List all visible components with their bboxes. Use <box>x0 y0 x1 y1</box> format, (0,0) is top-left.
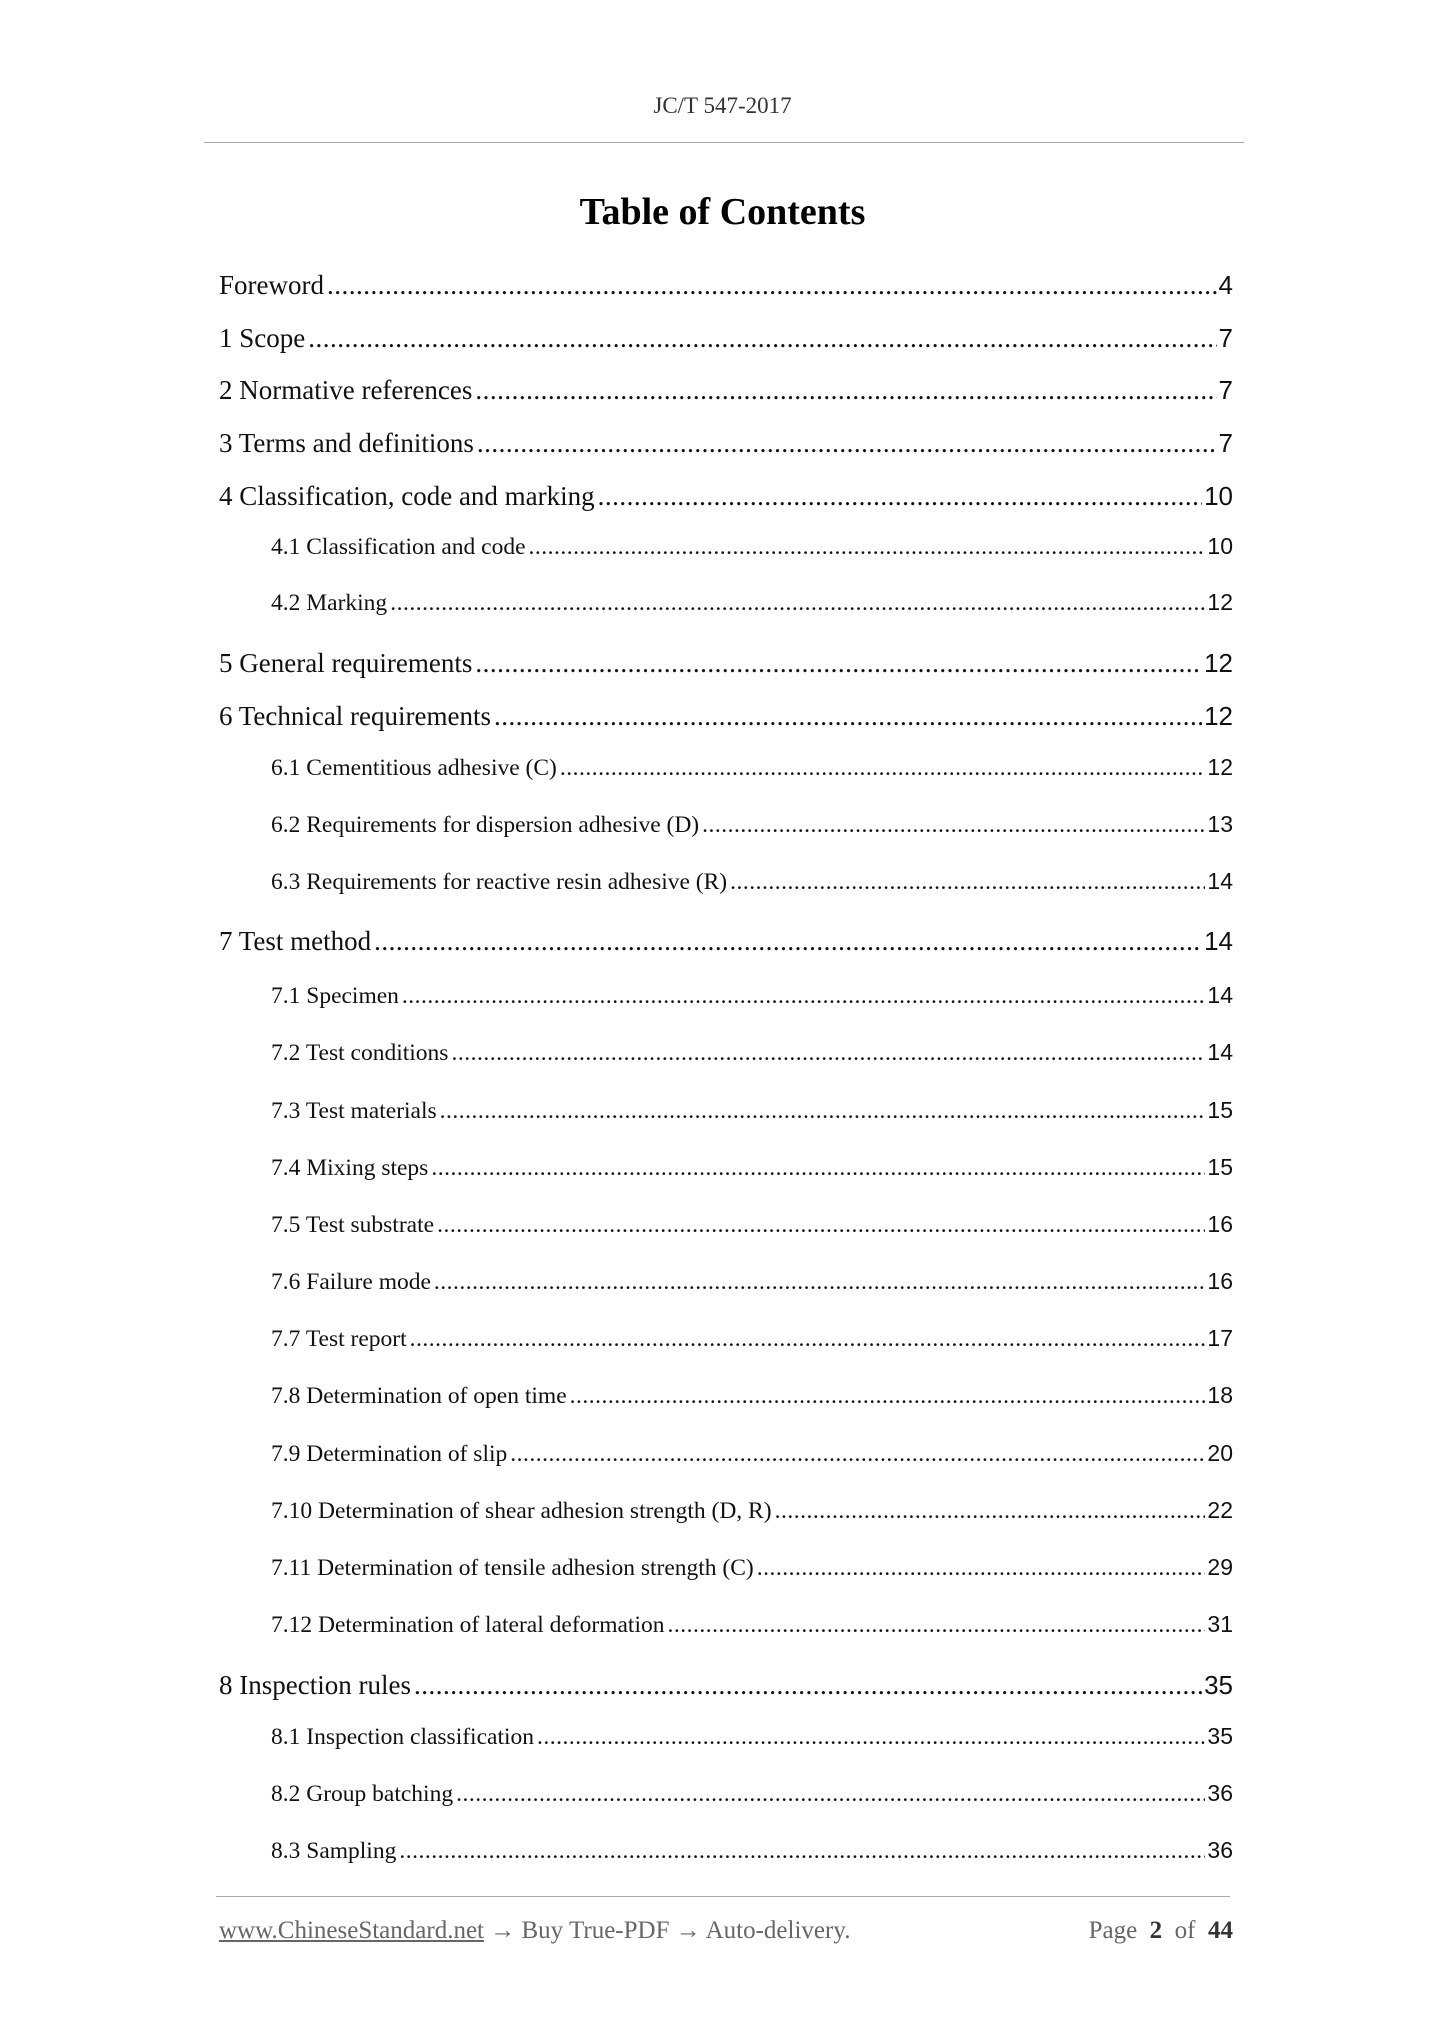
toc-entry[interactable] <box>271 1611 1233 1643</box>
toc-entry-page: 18 <box>1207 1382 1233 1408</box>
toc-entry[interactable] <box>271 1325 1233 1357</box>
toc-dot-leader <box>510 1441 1205 1468</box>
toc-dot-leader <box>390 590 1205 617</box>
toc-dot-leader <box>537 1724 1205 1751</box>
toc-dot-leader <box>475 375 1216 406</box>
toc-entry-page: 22 <box>1207 1497 1233 1523</box>
toc-dot-leader <box>414 1670 1202 1701</box>
toc-entry-title: 8.2 Group batching <box>271 1781 454 1807</box>
toc-dot-leader <box>456 1781 1205 1808</box>
toc-entry-title: 4.2 Marking <box>271 590 388 616</box>
total-page-number: 44 <box>1208 1917 1233 1944</box>
toc-entry[interactable] <box>219 270 1233 306</box>
toc-entry-title: 7 Test method <box>219 926 372 956</box>
toc-entry-title: 5 General requirements <box>219 648 473 678</box>
toc-dot-leader <box>730 869 1205 896</box>
toc-dot-leader <box>477 428 1217 459</box>
toc-dot-leader <box>702 812 1205 839</box>
toc-dot-leader <box>494 701 1202 732</box>
toc-dot-leader <box>775 1498 1206 1525</box>
toc-entry-title: 2 Normative references <box>219 375 473 405</box>
toc-entry-title: 7.7 Test report <box>271 1326 407 1352</box>
toc-entry[interactable] <box>271 811 1233 843</box>
toc-entry-page: 7 <box>1218 323 1233 353</box>
toc-dot-leader <box>431 1155 1205 1182</box>
toc-entry-page: 29 <box>1207 1554 1233 1580</box>
page-label: Page <box>1088 1917 1138 1944</box>
toc-entry-page: 16 <box>1207 1268 1233 1294</box>
toc-entry[interactable] <box>271 533 1233 565</box>
footer-divider <box>216 1896 1230 1897</box>
toc-entry[interactable] <box>271 1723 1233 1755</box>
toc-entry-title: 7.12 Determination of lateral deformation <box>271 1612 665 1638</box>
toc-dot-leader <box>434 1269 1206 1296</box>
toc-dot-leader <box>451 1040 1205 1067</box>
toc-entry[interactable] <box>219 1670 1233 1706</box>
toc-entry-page: 35 <box>1204 1670 1233 1700</box>
toc-entry-page: 10 <box>1207 533 1233 559</box>
toc-entry[interactable] <box>271 982 1233 1014</box>
toc-dot-leader <box>399 1838 1205 1865</box>
document-id-header: JC/T 547-2017 <box>653 93 792 118</box>
page-of-label: of <box>1174 1917 1196 1944</box>
toc-entry[interactable] <box>271 1268 1233 1300</box>
toc-entry[interactable] <box>271 754 1233 786</box>
toc-dot-leader <box>475 648 1202 679</box>
toc-entry-title: 7.10 Determination of shear adhesion strength (D, R) <box>271 1498 772 1524</box>
toc-entry-page: 12 <box>1204 701 1233 731</box>
toc-entry-page: 16 <box>1207 1211 1233 1237</box>
toc-entry[interactable] <box>271 1039 1233 1071</box>
toc-entry-page: 13 <box>1207 811 1233 837</box>
toc-entry-page: 10 <box>1204 481 1233 511</box>
toc-entry[interactable] <box>219 926 1233 962</box>
toc-entry-page: 7 <box>1218 428 1233 458</box>
toc-entry-page: 12 <box>1207 589 1233 615</box>
toc-entry[interactable] <box>271 1780 1233 1812</box>
toc-dot-leader <box>598 481 1202 512</box>
toc-dot-leader <box>327 270 1217 301</box>
toc-entry[interactable] <box>271 1497 1233 1529</box>
toc-dot-leader <box>529 534 1206 561</box>
toc-entry-page: 15 <box>1207 1154 1233 1180</box>
toc-entry-page: 20 <box>1207 1440 1233 1466</box>
toc-entry-page: 36 <box>1207 1837 1233 1863</box>
page-indicator <box>1089 1917 1233 1945</box>
toc-entry-page: 14 <box>1207 1039 1233 1065</box>
toc-entry-title: 7.4 Mixing steps <box>271 1155 429 1181</box>
toc-entry-title: 7.3 Test materials <box>271 1098 437 1124</box>
toc-entry[interactable] <box>271 868 1233 900</box>
toc-dot-leader <box>374 926 1202 957</box>
toc-entry[interactable] <box>219 428 1233 464</box>
toc-entry-title: 6.3 Requirements for reactive resin adhesive (R) <box>271 869 728 895</box>
toc-entry-page: 36 <box>1207 1780 1233 1806</box>
toc-entry-title: 8 Inspection rules <box>219 1670 411 1700</box>
toc-entry-title: 7.9 Determination of slip <box>271 1441 508 1467</box>
toc-entry-title: 7.2 Test conditions <box>271 1040 449 1066</box>
toc-entry[interactable] <box>271 589 1233 621</box>
toc-entry-page: 4 <box>1218 270 1233 300</box>
toc-entry-page: 31 <box>1207 1611 1233 1637</box>
footer-left <box>219 1917 850 1945</box>
toc-entry[interactable] <box>271 1554 1233 1586</box>
toc-entry-title: 7.8 Determination of open time <box>271 1383 567 1409</box>
toc-dot-leader <box>402 983 1205 1010</box>
toc-entry[interactable] <box>219 481 1233 517</box>
toc-entry[interactable] <box>271 1211 1233 1243</box>
toc-entry-title: 6.1 Cementitious adhesive (C) <box>271 755 557 781</box>
toc-dot-leader <box>308 323 1216 354</box>
toc-entry[interactable] <box>271 1440 1233 1472</box>
toc-entry[interactable] <box>219 375 1233 411</box>
toc-entry-title: 7.11 Determination of tensile adhesion strength (C) <box>271 1555 754 1581</box>
toc-entry[interactable] <box>271 1837 1233 1869</box>
toc-entry-title: 7.6 Failure mode <box>271 1269 431 1295</box>
toc-entry-title: 8.3 Sampling <box>271 1838 397 1864</box>
toc-entry-title: 7.5 Test substrate <box>271 1212 435 1238</box>
toc-entry[interactable] <box>219 323 1233 359</box>
toc-entry[interactable] <box>219 701 1233 737</box>
toc-entry-page: 14 <box>1207 868 1233 894</box>
toc-entry-title: 6.2 Requirements for dispersion adhesive (D) <box>271 812 700 838</box>
toc-entry-title: 8.1 Inspection classification <box>271 1724 534 1750</box>
footer-tagline: → Buy True-PDF → Auto-delivery. <box>484 1917 851 1944</box>
toc-dot-leader <box>437 1212 1205 1239</box>
toc-entry-title: 4.1 Classification and code <box>271 534 526 560</box>
toc-dot-leader <box>440 1098 1206 1125</box>
toc-entry-title: 4 Classification, code and marking <box>219 481 595 511</box>
toc-entry[interactable] <box>271 1097 1233 1129</box>
toc-entry[interactable] <box>219 648 1233 684</box>
toc-entry-title: 3 Terms and definitions <box>219 428 474 458</box>
toc-entry-title: 1 Scope <box>219 323 306 353</box>
toc-dot-leader <box>410 1326 1206 1353</box>
toc-entry-title: 6 Technical requirements <box>219 701 492 731</box>
toc-entry-page: 17 <box>1207 1325 1233 1351</box>
toc-entry-page: 15 <box>1207 1097 1233 1123</box>
toc-entry-page: 7 <box>1218 375 1233 405</box>
toc-entry-title: 7.1 Specimen <box>271 983 399 1009</box>
toc-dot-leader <box>570 1383 1206 1410</box>
toc-dot-leader <box>757 1555 1206 1582</box>
current-page-number: 2 <box>1149 1917 1163 1944</box>
toc-entry[interactable] <box>271 1154 1233 1186</box>
toc-entry-page: 14 <box>1207 982 1233 1008</box>
page-title: Table of Contents <box>579 191 866 233</box>
toc-entry-page: 14 <box>1204 926 1233 956</box>
toc-dot-leader <box>560 755 1206 782</box>
toc-entry[interactable] <box>271 1382 1233 1414</box>
toc-entry-page: 12 <box>1207 754 1233 780</box>
page-footer <box>219 1917 1233 1945</box>
toc-entry-page: 35 <box>1207 1723 1233 1749</box>
website-link[interactable]: www.ChineseStandard.net <box>219 1917 484 1944</box>
toc-dot-leader <box>668 1612 1206 1639</box>
toc-entry-title: Foreword <box>219 270 324 300</box>
toc-entry-page: 12 <box>1204 648 1233 678</box>
